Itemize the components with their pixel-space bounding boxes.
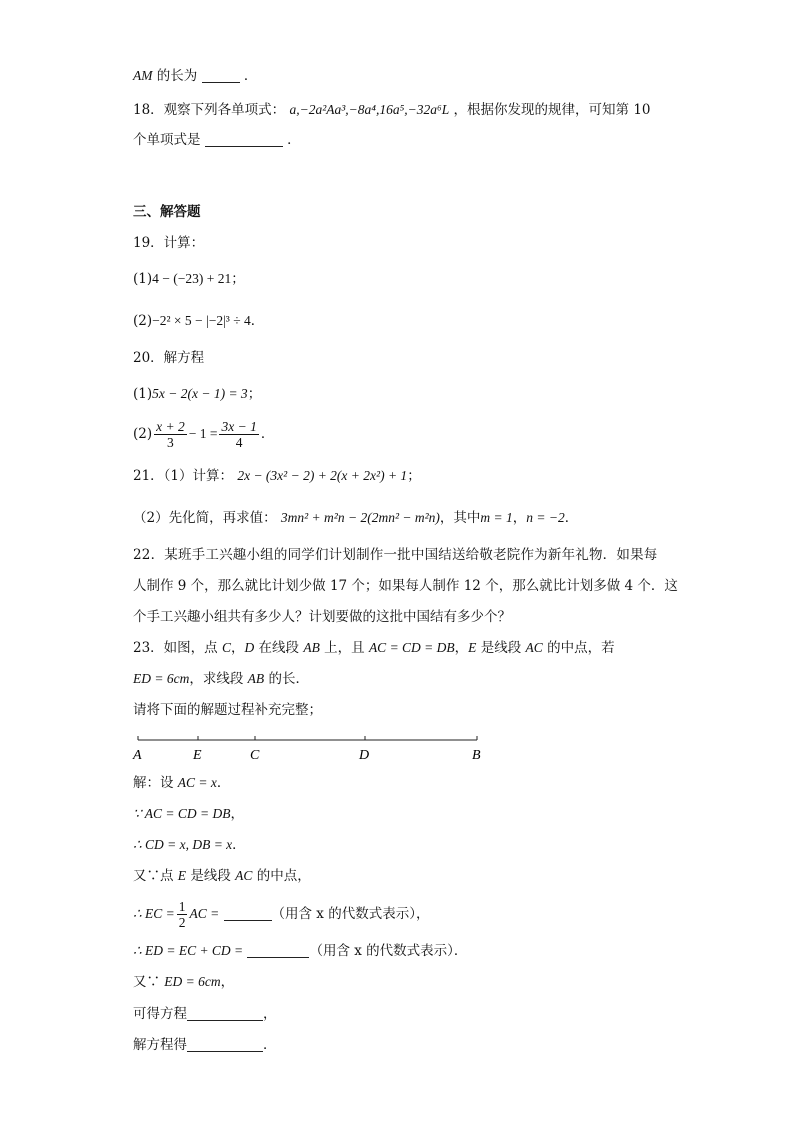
q23-s3: ∴ CD = x, DB = x bbox=[133, 837, 233, 852]
q18-tail: ，根据你发现的规律，可知第 10 bbox=[453, 102, 651, 118]
q23-ed-given: ED = 6cm bbox=[133, 671, 190, 686]
q20-f2-num: 3x − 1 bbox=[221, 419, 257, 434]
q21-part1 bbox=[133, 466, 421, 486]
q18-lead: 18．观察下列各单项式： bbox=[133, 102, 286, 118]
ec-blank[interactable] bbox=[224, 906, 272, 921]
q21-part2 bbox=[133, 508, 578, 528]
q23-step4 bbox=[133, 866, 311, 886]
segment-diagram bbox=[128, 728, 488, 764]
q23-step1 bbox=[133, 773, 230, 793]
q23-s6a: ∴ ED = EC + CD = bbox=[133, 943, 244, 958]
q21-m-value: m = 1 bbox=[480, 510, 513, 525]
label-d: D bbox=[359, 748, 370, 763]
q20-p2-label: (2) bbox=[133, 426, 153, 442]
q22-line3: 个手工兴趣小组共有多少人？计划要做的这批中国结有多少个？ bbox=[133, 609, 511, 625]
q23-point-d: D bbox=[244, 640, 255, 655]
q19-p1-label: (1) bbox=[133, 271, 153, 287]
q23-s6hint: （用含 x 的代数式表示）． bbox=[309, 943, 468, 959]
q18-blank[interactable] bbox=[205, 132, 283, 147]
q23-s9: 解方程得 bbox=[133, 1037, 187, 1053]
q23-l1a: 23．如图，点 bbox=[133, 640, 222, 656]
q17-text: 的长为 bbox=[156, 68, 198, 84]
q23-s5b: AC = bbox=[189, 906, 220, 921]
q21-n-value: n = −2 bbox=[526, 510, 565, 525]
q23-s1end: ． bbox=[216, 775, 231, 791]
q23-s5a: ∴ EC = bbox=[133, 906, 175, 921]
q23-l1h: ， bbox=[454, 640, 469, 656]
q23-l2a: ，求线段 bbox=[189, 671, 248, 687]
q17-end: ． bbox=[243, 68, 258, 84]
q23-s1a: 解：设 bbox=[133, 775, 178, 791]
q23-ab: AB bbox=[303, 640, 320, 655]
label-a: A bbox=[133, 748, 142, 763]
q23-point-e: E bbox=[468, 640, 477, 655]
q23-l1d: ， bbox=[231, 640, 245, 656]
q23-s4ac: AC bbox=[235, 868, 253, 883]
q23-s7a: 又∵ bbox=[133, 974, 165, 990]
q23-s4a: 又∵点 bbox=[133, 868, 178, 884]
q23-step5 bbox=[133, 898, 429, 930]
q21-p2-end: ． bbox=[564, 510, 579, 526]
half-fraction bbox=[177, 899, 188, 930]
q23-line1 bbox=[133, 638, 615, 658]
q20-title: 20．解方程 bbox=[133, 350, 205, 366]
q19-p2-end: ． bbox=[250, 313, 265, 329]
q21-p1-expr: 2x − (3x² − 2) + 2(x + 2x²) + 1 bbox=[237, 468, 408, 483]
q23-ac: AC bbox=[525, 640, 543, 655]
q19-part2 bbox=[133, 311, 264, 331]
q20-fraction-1 bbox=[154, 419, 187, 450]
ed-blank[interactable] bbox=[247, 943, 309, 958]
q19-part1 bbox=[133, 269, 245, 289]
q23-s8: 可得方程 bbox=[133, 1006, 187, 1022]
q17-blank[interactable] bbox=[202, 68, 240, 83]
q23-s4e: E bbox=[177, 868, 187, 883]
q23-s2end: ， bbox=[230, 806, 244, 822]
q18-line2 bbox=[133, 130, 301, 150]
q18-end: ． bbox=[287, 132, 301, 148]
half-den: 2 bbox=[178, 915, 186, 930]
q20-p2-end: ． bbox=[260, 426, 275, 442]
q23-step3 bbox=[133, 835, 246, 855]
q23-instruction: 请将下面的解题过程补充完整； bbox=[133, 702, 322, 718]
q19-p2-expr: −2² × 5 − |−2|³ ÷ 4 bbox=[152, 313, 251, 328]
q20-f2-den: 4 bbox=[235, 435, 243, 450]
q22-line2: 人制作 9 个，那么就比计划少做 17 个；如果每人制作 12 个，那么就比计划多做 4 个．这 bbox=[133, 578, 678, 594]
q19-title: 19．计算： bbox=[133, 235, 205, 251]
q20-p1-expr: 5x − 2(x − 1) = 3 bbox=[152, 386, 248, 401]
q21-p1-lead: 21．（1）计算： bbox=[133, 468, 234, 484]
q20-p2-mid: − 1 = bbox=[188, 426, 218, 441]
q23-s8end: ， bbox=[263, 1006, 277, 1022]
q21-p2-lead: （2）先化简，再求值： bbox=[133, 510, 277, 526]
q23-step9 bbox=[133, 1035, 277, 1055]
section-heading: 三、解答题 bbox=[133, 204, 201, 220]
q23-l1i: 是线段 bbox=[476, 640, 526, 656]
q23-l1j: 的中点，若 bbox=[542, 640, 615, 656]
q17-answer-line bbox=[133, 66, 257, 86]
q23-s9end: ． bbox=[263, 1037, 277, 1053]
q18-line2-text: 个单项式是 bbox=[133, 132, 201, 148]
q23-s4b: 是线段 bbox=[186, 868, 236, 884]
am-segment: AM bbox=[133, 68, 153, 83]
q23-s1eq: AC = x bbox=[177, 775, 217, 790]
q20-p1-label: (1) bbox=[133, 386, 153, 402]
q18-line1 bbox=[133, 100, 651, 120]
q23-l2b: 的长． bbox=[264, 671, 309, 687]
q23-l2ab: AB bbox=[247, 671, 265, 686]
q23-s5hint: （用含 x 的代数式表示）， bbox=[271, 906, 430, 922]
q23-line2 bbox=[133, 669, 309, 689]
half-num: 1 bbox=[178, 899, 186, 914]
q23-step6 bbox=[133, 941, 467, 961]
q23-l1f: 在线段 bbox=[254, 640, 304, 656]
q23-l1g: 上，且 bbox=[319, 640, 369, 656]
q20-p1-end: ； bbox=[247, 386, 262, 402]
q19-p2-label: (2) bbox=[133, 313, 153, 329]
q20-fraction-2 bbox=[219, 419, 258, 450]
equation-blank[interactable] bbox=[187, 1006, 263, 1021]
q23-s7eq: ED = 6cm bbox=[164, 974, 221, 989]
solution-blank[interactable] bbox=[187, 1037, 263, 1052]
q23-s3end: ． bbox=[232, 837, 246, 853]
q21-p1-end: ； bbox=[407, 468, 421, 484]
q23-step2 bbox=[133, 804, 244, 824]
label-c: C bbox=[250, 748, 260, 763]
q23-s2: ∵ AC = CD = DB bbox=[133, 806, 231, 821]
q23-equality: AC = CD = DB bbox=[368, 640, 455, 655]
q22-line1: 22．某班手工兴趣小组的同学们计划制作一批中国结送给敬老院作为新年礼物．如果每 bbox=[133, 547, 658, 563]
q23-point-c: C bbox=[221, 640, 231, 655]
q19-p1-end: ； bbox=[231, 271, 245, 287]
q21-p2-expr: 3mn² + m²n − 2(2mn² − m²n) bbox=[280, 510, 440, 525]
q23-s4c: 的中点， bbox=[252, 868, 311, 884]
q20-f1-den: 3 bbox=[167, 435, 174, 450]
q21-p2-mid: ，其中 bbox=[439, 510, 481, 526]
q23-step7 bbox=[133, 972, 234, 992]
label-b: B bbox=[472, 748, 481, 763]
q23-s7end: ， bbox=[220, 974, 235, 990]
q20-f1-num: x + 2 bbox=[156, 419, 185, 434]
q20-part2 bbox=[133, 418, 274, 450]
q18-sequence: a,−2a²Aa³,−8a⁴,16a⁵,−32a⁶L bbox=[289, 102, 450, 117]
q20-part1 bbox=[133, 384, 261, 404]
label-e: E bbox=[193, 748, 202, 763]
q19-p1-expr: 4 − (−23) + 21 bbox=[152, 271, 232, 286]
q23-step8 bbox=[133, 1004, 277, 1024]
q21-sep: ， bbox=[512, 510, 527, 526]
